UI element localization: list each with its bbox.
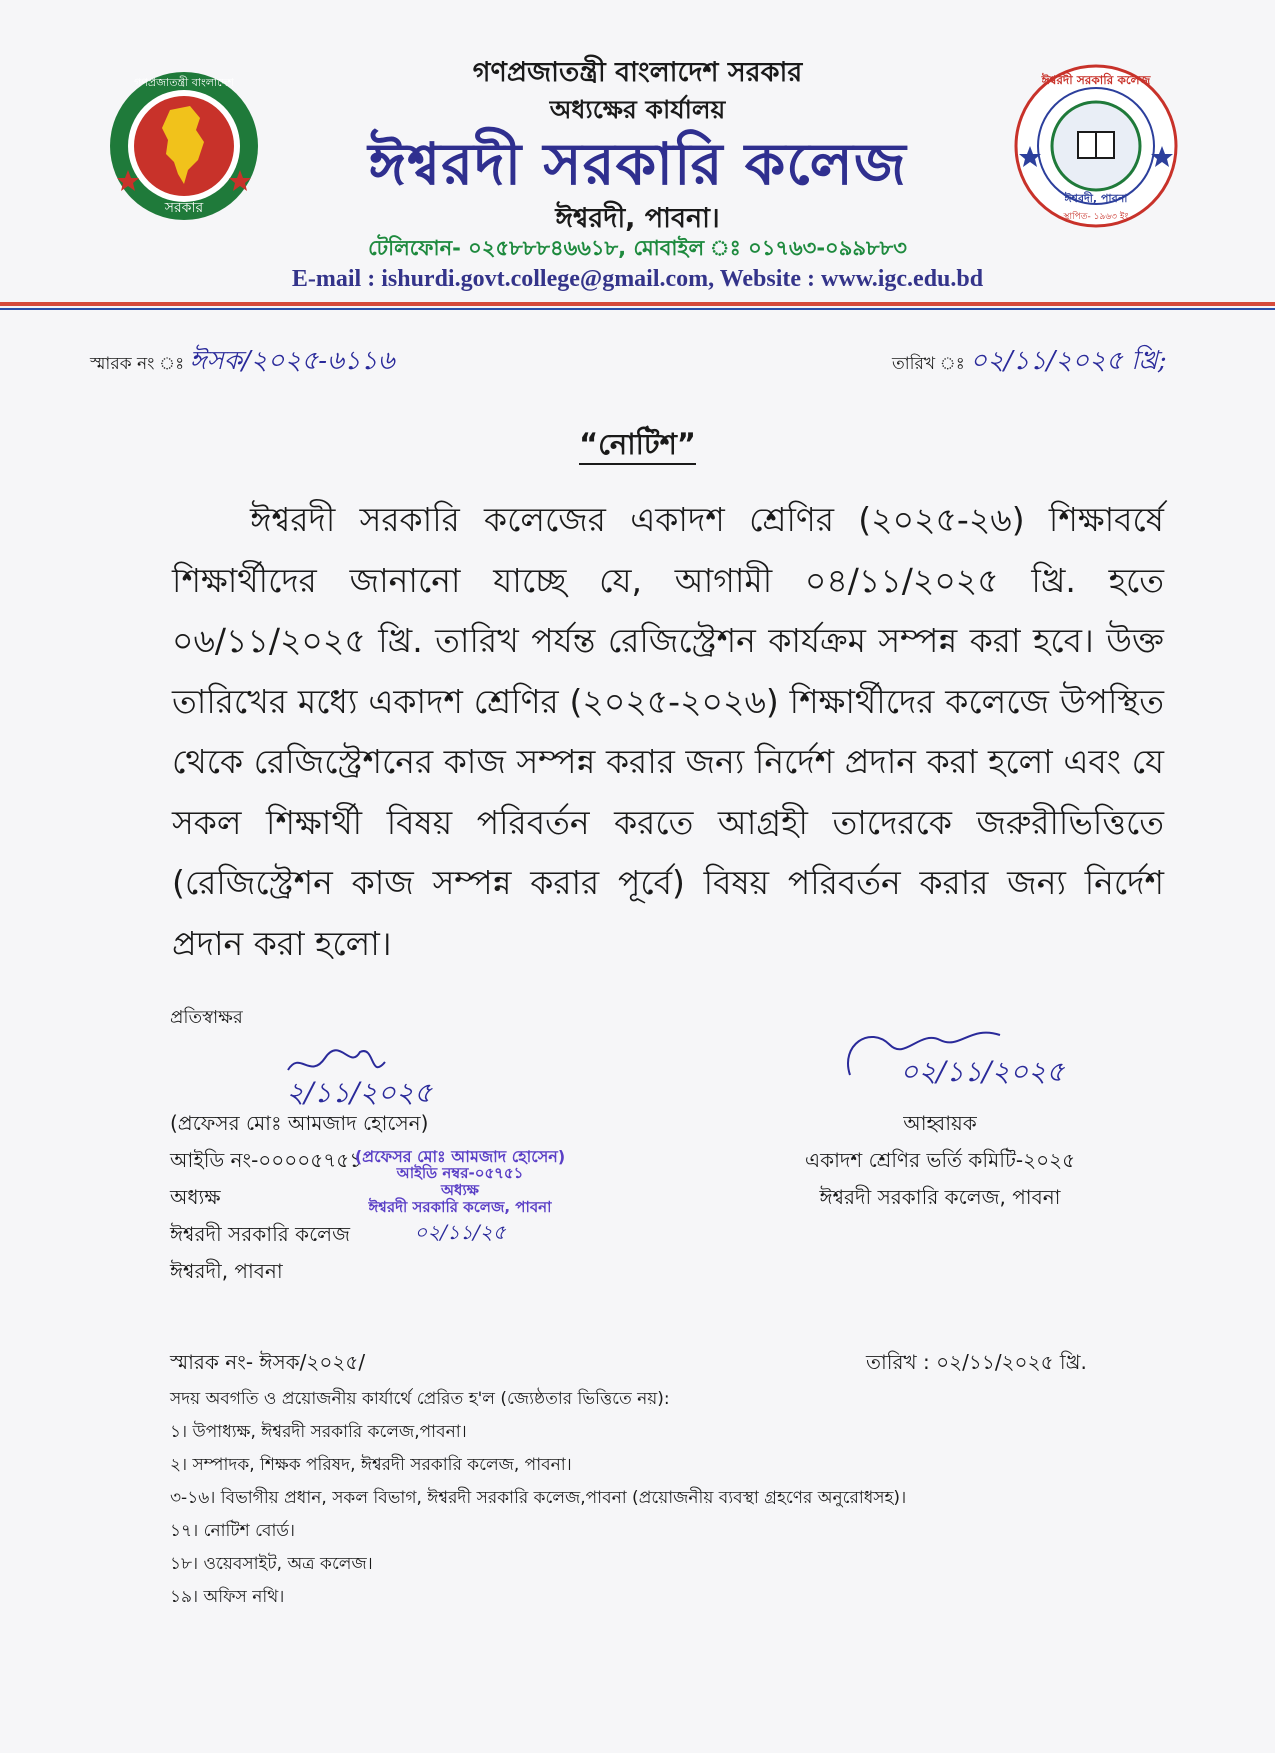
convener-block — [760, 1105, 1120, 1216]
notice-title — [0, 422, 1275, 471]
convener-org: ঈশ্বরদী সরকারি কলেজ, পাবনা — [819, 1185, 1061, 1209]
right-seal-established-text: স্থাপিত- ১৯৬৩ ইং — [1063, 212, 1129, 222]
distribution-item: ৩-১৬। বিভাগীয় প্রধান, সকল বিভাগ, ঈশ্বরদী সরকারি কলেজ,পাবনা (প্রয়োজনীয় ব্যবস্থা গ্রহণের অনুরোধসহ)। — [170, 1488, 907, 1508]
convener-role: আহ্বায়ক — [903, 1111, 977, 1135]
date-label: তারিখ ঃ — [892, 354, 965, 374]
college-name: ঈশ্বরদী সরকারি কলেজ — [368, 130, 907, 198]
left-seal-top-text: গণপ্রজাতন্ত্রী বাংলাদেশ — [134, 76, 234, 89]
stamp-org: ঈশ্বরদী সরকারি কলেজ, পাবনা — [368, 1198, 552, 1216]
distribution-list — [170, 1383, 906, 1614]
phone-line: টেলিফোন- ০২৫৮৮৮৪৬৬১৮, মোবাইল ঃ ০১৭৬৩-০৯৯৮৮৩ — [368, 236, 907, 260]
principal-title: অধ্যক্ষ — [170, 1185, 221, 1209]
distribution-item: ১৭। নোটিশ বোর্ড। — [170, 1521, 296, 1541]
distribution-item: ১৮। ওয়েবসাইট, অত্র কলেজ। — [170, 1554, 373, 1574]
college-place: ঈশ্বরদী, পাবনা। — [555, 203, 720, 234]
distribution-item: ১৯। অফিস নথি। — [170, 1587, 285, 1607]
principal-org: ঈশ্বরদী সরকারি কলেজ — [170, 1222, 350, 1246]
date-handwritten: ০২/১১/২০২৫ খ্রি; — [970, 346, 1167, 376]
principal-name: (প্রফেসর মোঃ আমজাদ হোসেন) — [170, 1111, 429, 1135]
stamp-name: (প্রফেসর মোঃ আমজাদ হোসেন) — [354, 1147, 566, 1166]
memo-reference — [90, 340, 395, 384]
convener-signature-date: ০২/১১/২০২৫ — [900, 1055, 1065, 1088]
convener-signature-icon — [830, 1015, 1130, 1095]
principal-place: ঈশ্বরদী, পাবনা — [170, 1259, 283, 1283]
distribution-memo: স্মারক নং- ঈসক/২০২৫/ — [170, 1350, 366, 1374]
distribution-item: ১। উপাধ্যক্ষ, ঈশ্বরদী সরকারি কলেজ,পাবনা। — [170, 1422, 467, 1442]
stamp-title: অধ্যক্ষ — [441, 1181, 479, 1199]
convener-committee: একাদশ শ্রেণির ভর্তি কমিটি-২০২৫ — [804, 1148, 1076, 1172]
right-seal-bottom-text: ঈশ্বরদী, পাবনা — [1064, 192, 1128, 205]
principal-signature-icon — [280, 1040, 530, 1110]
left-seal-bottom-text: সরকার — [164, 200, 204, 216]
principal-stamp — [335, 1147, 585, 1244]
notice-body: ঈশ্বরদী সরকারি কলেজের একাদশ শ্রেণির (২০২৫-২৬) শিক্ষাবর্ষে শিক্ষার্থীদের জানানো যাচ্ছে যে, আগামী ০৪/১১/২০২৫ খ্রি. হতে ০৬/১১/২০২৫ খ্রি. তারিখ পর্যন্ত রেজিস্ট্রেশন কার্যক্রম সম্পন্ন করা হবে। উক্ত তারিখের মধ্যে একাদশ শ্রেণির (২০২৫-২০২৬) শিক্ষার্থীদের কলেজে উপস্থিত থেকে রেজিস্ট্রেশনের কাজ সম্পন্ন করার জন্য নির্দেশ প্রদান করা হলো এবং যে সকল শিক্ষার্থী বিষয় পরিবর্তন করতে আগ্রহী তাদেরকে জরুরীভিত্তিতে (রেজিস্ট্রেশন কাজ সম্পন্ন করার পূর্বে) বিষয় পরিবর্তন করার জন্য নির্দেশ প্রদান করা হলো। — [172, 500, 1164, 963]
distribution-item: ২। সম্পাদক, শিক্ষক পরিষদ, ঈশ্বরদী সরকারি কলেজ, পাবনা। — [170, 1455, 572, 1475]
right-seal-top-text: ঈশ্বরদী সরকারি কলেজ — [1041, 73, 1151, 87]
countersign-label: প্রতিস্বাক্ষর — [170, 1007, 243, 1028]
memo-handwritten: ঈসক/২০২৫-৬১১৬ — [189, 346, 395, 376]
government-title: গণপ্রজাতন্ত্রী বাংলাদেশ সরকার — [472, 57, 803, 88]
stamp-id: আইডি নম্বর-০৫৭৫১ — [396, 1164, 524, 1182]
memo-date — [892, 340, 1167, 384]
office-title: অধ্যক্ষের কার্যালয় — [549, 95, 726, 124]
principal-id: আইডি নং-০০০০৫৭৫১ — [170, 1148, 363, 1172]
principal-signature-date: ২/১১/২০২৫ — [286, 1076, 433, 1109]
stamp-handwritten-date: ০২/১১/২৫ — [414, 1220, 506, 1244]
distribution-date: তারিখ : ০২/১১/২০২৫ খ্রি. — [866, 1350, 1087, 1374]
distribution-intro: সদয় অবগতি ও প্রয়োজনীয় কার্যার্থে প্রেরিত হ'ল (জ্যেষ্ঠতার ভিত্তিতে নয়): — [170, 1389, 670, 1409]
header-divider-blue — [0, 308, 1275, 310]
memo-label: স্মারক নং ঃ — [90, 354, 185, 374]
notice-title-text: “নোটিশ” — [579, 427, 696, 465]
contact-line: E-mail : ishurdi.govt.college@gmail.com, Website : www.igc.edu.bd — [291, 266, 984, 292]
header-divider-red — [0, 302, 1275, 306]
